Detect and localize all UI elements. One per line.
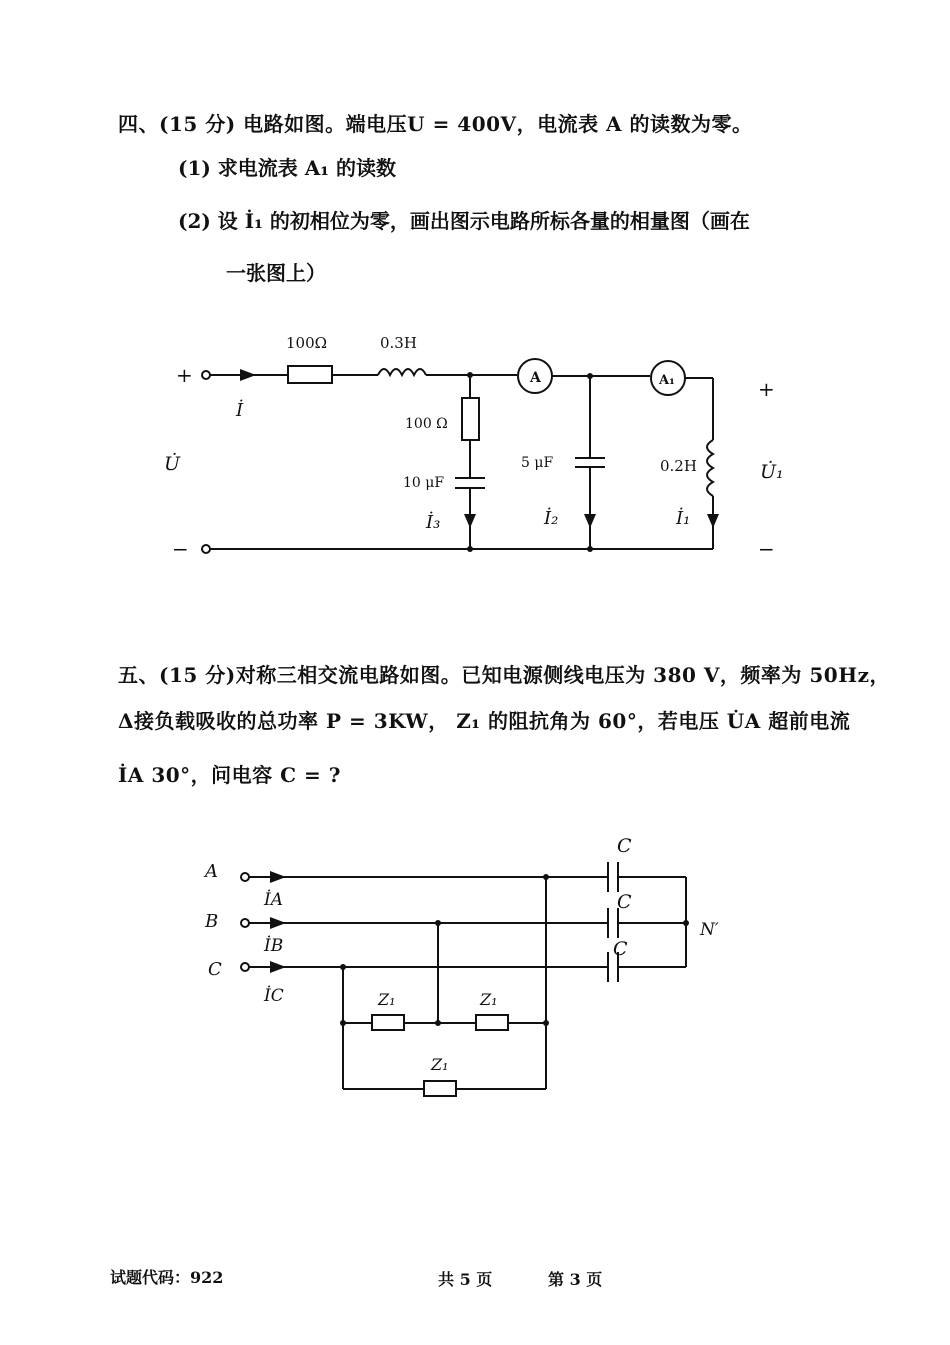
label-l2: 0.2H xyxy=(660,457,697,475)
q5-line1: 五、(15 分)对称三相交流电路如图。已知电源侧线电压为 380 V，频率为 50Hz， xyxy=(118,663,890,687)
footer-total: 共 5 页 xyxy=(438,1270,493,1289)
q4-sub1: (1) 求电流表 A₁ 的读数 xyxy=(178,156,397,180)
q4-sub2-line1: (2) 设 İ₁ 的初相位为零，画出图示电路所标各量的相量图（画在 xyxy=(178,209,750,233)
label-current-i: İ xyxy=(236,400,244,421)
arrow-ia-icon xyxy=(270,871,286,883)
q4-minus: − xyxy=(172,537,189,561)
label-u1-plus: + xyxy=(758,377,775,401)
label-cap1: C xyxy=(617,835,632,857)
label-c: C xyxy=(208,959,222,980)
label-cap2: C xyxy=(617,891,632,913)
label-c1: 10 μF xyxy=(403,475,445,491)
q4-sub2-line2: 一张图上） xyxy=(226,261,326,285)
label-ia: İA xyxy=(264,890,283,910)
label-a: A xyxy=(205,861,218,882)
footer-code: 试题代码：922 xyxy=(110,1268,224,1287)
z1-a-icon xyxy=(372,1015,404,1030)
label-z1-c: Z₁ xyxy=(431,1055,449,1074)
label-current-i1: İ₁ xyxy=(676,508,691,529)
label-current-i2: İ₂ xyxy=(544,508,559,529)
label-ammeter-a: A xyxy=(530,370,541,386)
label-ammeter-a1: A₁ xyxy=(659,373,675,388)
z1-b-icon xyxy=(476,1015,508,1030)
q5-line2: Δ接负载吸收的总功率 P = 3KW， Z₁ 的阻抗角为 60°，若电压 U̇A 超前电流 xyxy=(118,709,851,733)
label-u1-minus: − xyxy=(758,537,775,561)
label-c2: 5 μF xyxy=(521,455,554,471)
label-voltage-u1: U̇₁ xyxy=(760,461,784,483)
label-cap3: C xyxy=(613,938,628,960)
label-r2: 100 Ω xyxy=(405,416,448,432)
q4-header: 四、(15 分) 电路如图。端电压U = 400V，电流表 A 的读数为零。 xyxy=(118,112,753,136)
label-z1-a: Z₁ xyxy=(378,990,396,1009)
arrow-ib-icon xyxy=(270,917,286,929)
footer-page: 第 3 页 xyxy=(548,1270,603,1289)
q5-line3: İA 30°，问电容 C = ? xyxy=(118,763,341,787)
label-voltage-u: U̇ xyxy=(164,453,181,475)
label-z1-b: Z₁ xyxy=(480,990,498,1009)
arrow-ic-icon xyxy=(270,961,286,973)
label-n-prime: N′ xyxy=(700,920,719,940)
z1-c-icon xyxy=(424,1081,456,1096)
label-l1: 0.3H xyxy=(380,334,417,352)
q4-plus: + xyxy=(176,363,193,387)
label-ib: İB xyxy=(264,936,284,956)
label-r1: 100Ω xyxy=(286,334,328,352)
label-current-i3: İ₃ xyxy=(426,512,441,533)
label-b: B xyxy=(205,911,219,932)
label-ic: İC xyxy=(264,986,284,1006)
